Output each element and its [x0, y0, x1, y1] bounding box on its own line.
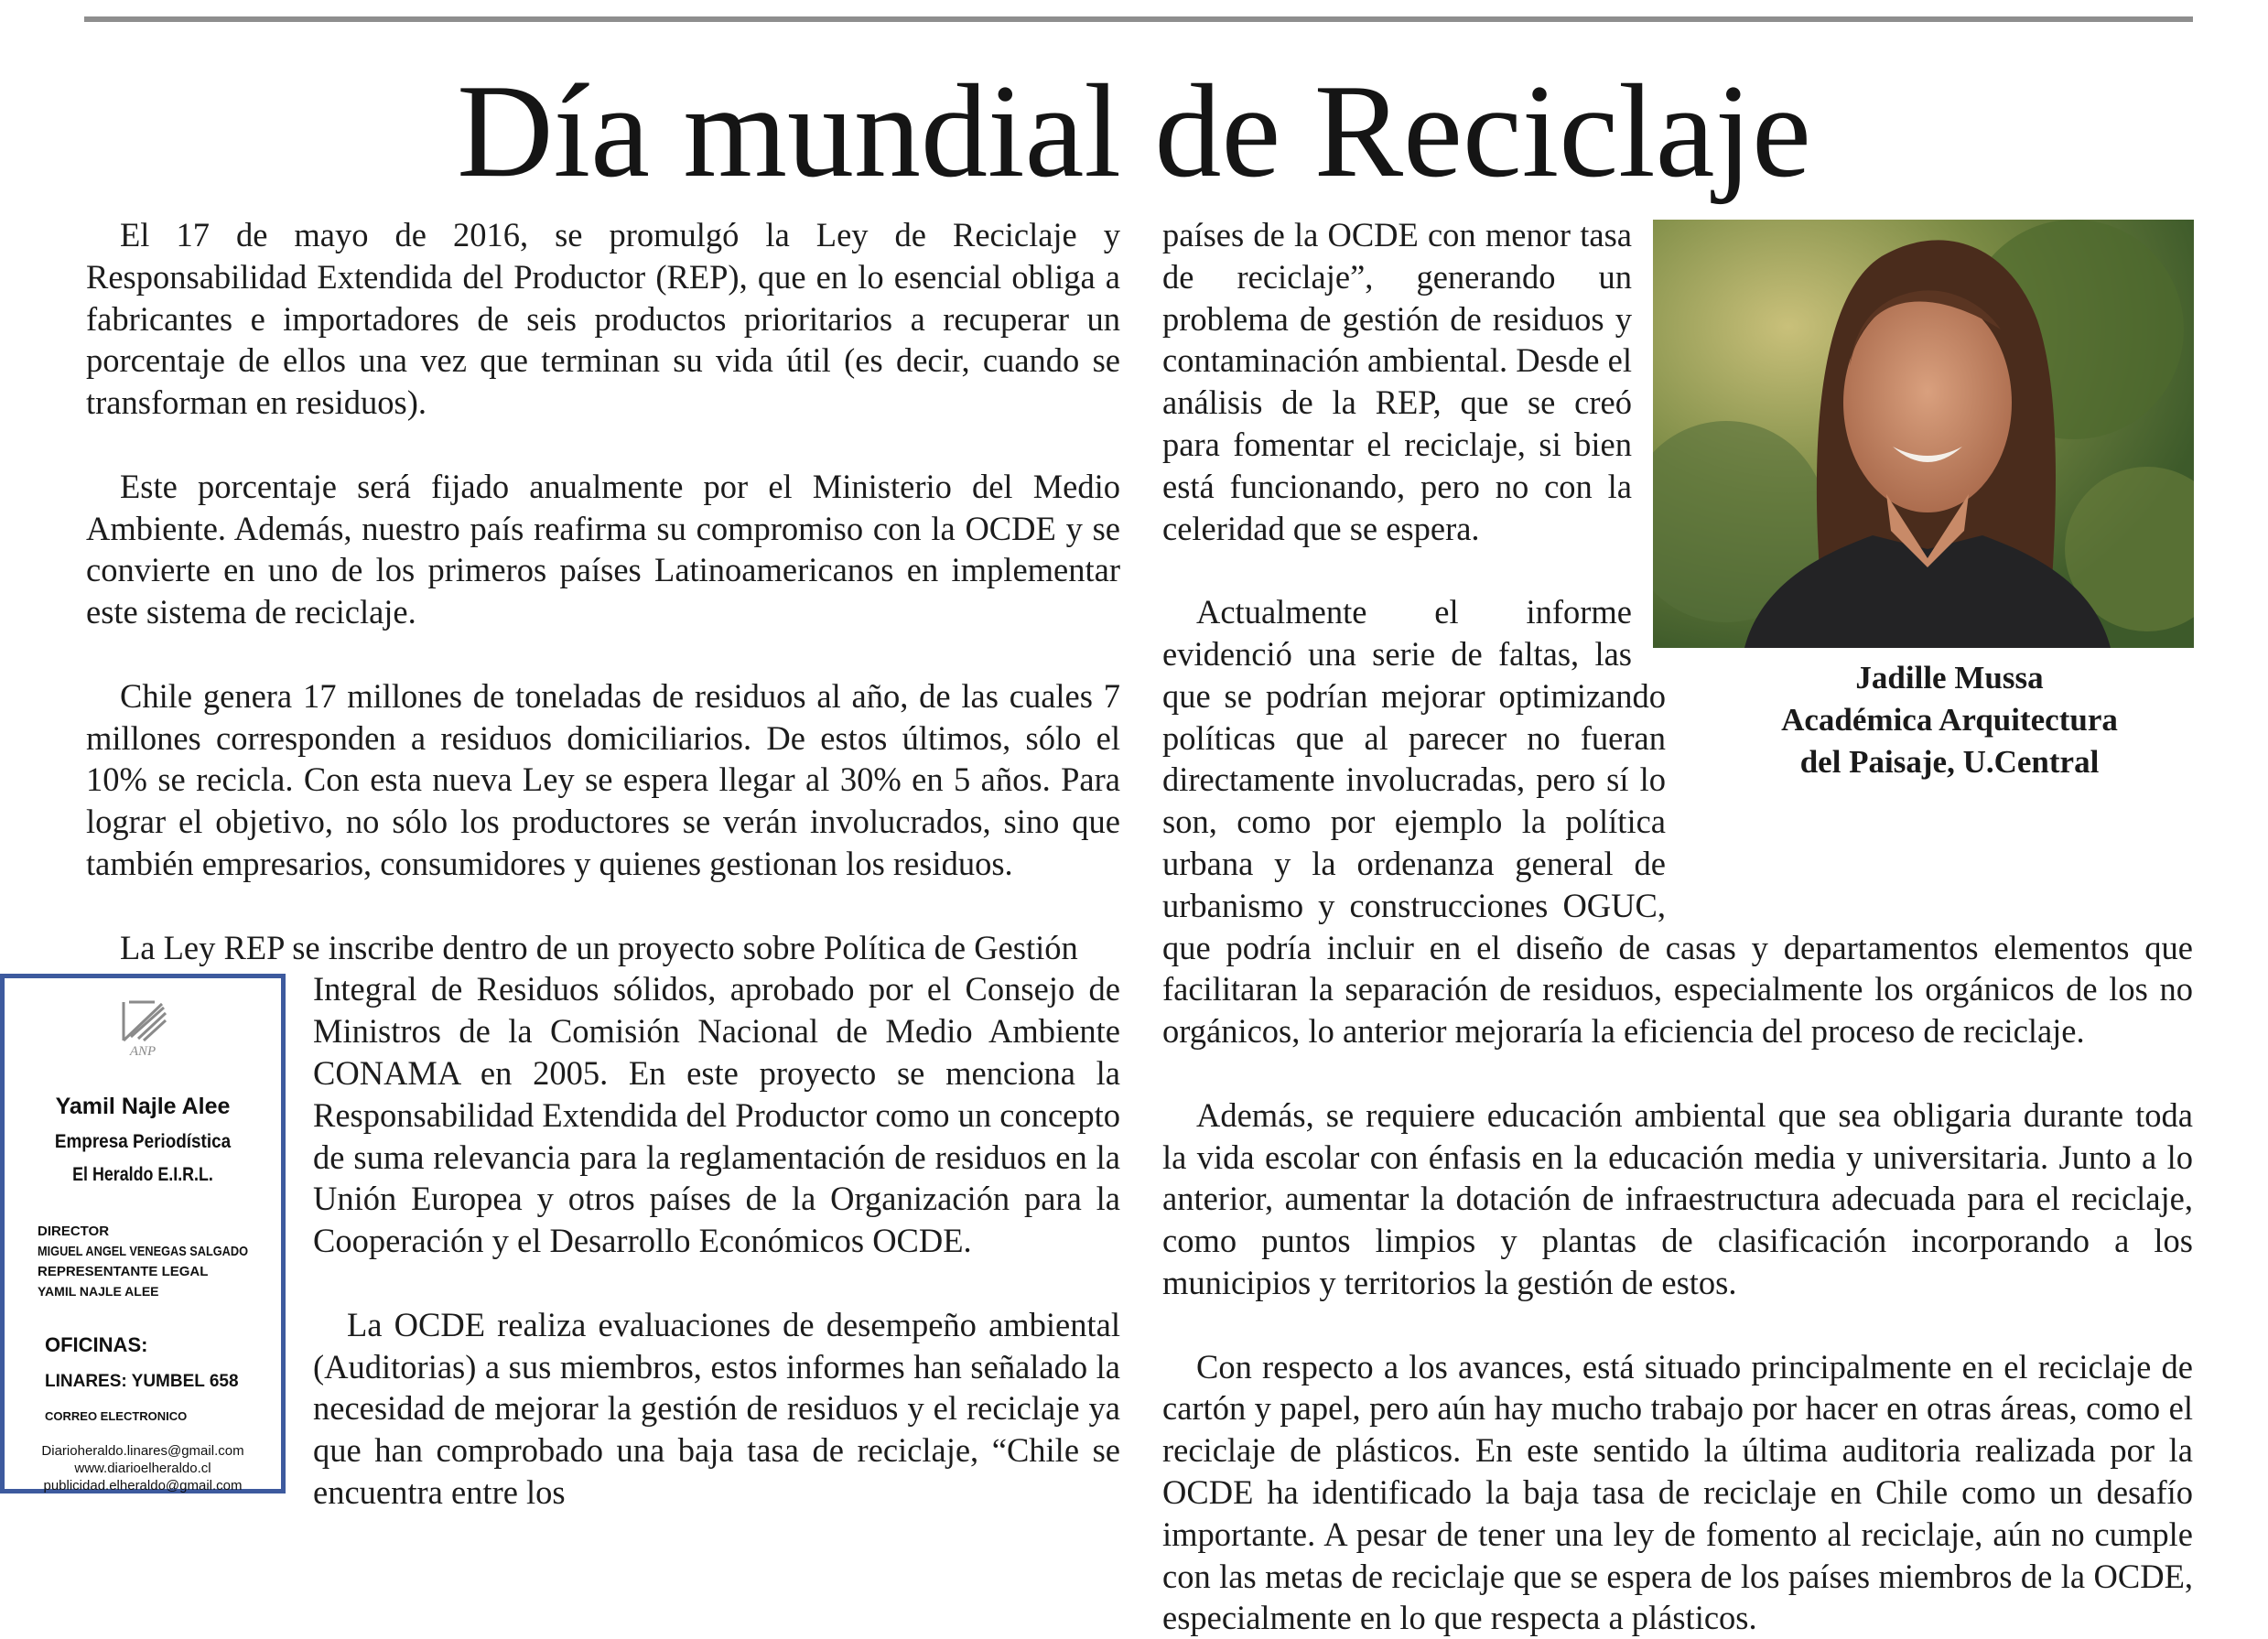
portrait-photo	[1653, 220, 2194, 648]
paragraph-ocde-continued: países de la OCDE con menor tasa de reciclaje”, generando un problema de gestión de residuos y contaminación ambiental. Desde el análisis de la REP, que se creó para fomentar el reciclaje, si bien está funcionando, pero no con la celeridad que se espera.	[1162, 216, 1632, 547]
portrait-image	[1653, 220, 2194, 648]
legal-rep-label: REPRESENTANTE LEGAL	[38, 1264, 209, 1280]
anp-logo-icon	[111, 995, 175, 1059]
caption-role: Académica Arquitectura	[1781, 702, 2118, 738]
director-label: DIRECTOR	[38, 1224, 110, 1240]
paragraph-ley-rep-intro: La Ley REP se inscribe dentro de un proyecto sobre Política de Gestión	[120, 928, 1078, 966]
company-name-line1: Empresa Periodística	[54, 1131, 232, 1153]
caption-org: del Paisaje, U.Central	[1799, 744, 2100, 780]
paragraph-chile-waste: Chile genera 17 millones de toneladas de residuos al año, de las cuales 7 millones corresponden a residuos domiciliarios. De estos últimos, sólo el 10% se recicla. Con esta nueva Ley se espera llegar al 30% en 5 años. Para lograr el objetivo, no sólo los productores se verán involucrados, sino que también empresarios, consumidores y quienes gestionan los residuos.	[86, 676, 1120, 882]
headline: Día mundial de Reciclaje	[457, 57, 1811, 205]
offices-label: OFICINAS:	[45, 1333, 148, 1357]
top-rule	[84, 16, 2193, 22]
email-label: CORREO ELECTRONICO	[45, 1409, 188, 1424]
masthead-box	[0, 974, 286, 1493]
caption-name: Jadille Mussa	[1855, 660, 2044, 695]
paragraph-progress: Con respecto a los avances, está situado principalmente en el reciclaje de cartón y papel, pero aún hay mucho trabajo por hacer en otras áreas, como el reciclaje de plásticos. En este sentido la última auditoria realizada por la OCDE ha identificado la baja tasa de reciclaje en Chile como un desafío importante. A pesar de tener una ley de fomento al reciclaje, aún no cumple con las metas de reciclaje que se espera de los países miembros de la OCDE, especialmente en lo que respecta a plásticos.	[1162, 1347, 2193, 1637]
email-2: publicidad.elheraldo@gmail.com	[43, 1478, 243, 1494]
owner-name: Yamil Najle Alee	[55, 1094, 231, 1120]
email-1: Diarioheraldo.linares@gmail.com	[41, 1443, 244, 1460]
paragraph-percentage: Este porcentaje será fijado anualmente por el Ministerio del Medio Ambiente. Además, nuestro país reafirma su compromiso con la OCDE y se convierte en uno de los primeros países Latinoamericanos en implementar este sistema de reciclaje.	[86, 467, 1120, 631]
paragraph-rep-law: El 17 de mayo de 2016, se promulgó la Ley de Reciclaje y Responsabilidad Extendida del Productor (REP), que en lo esencial obliga a fabricantes e importadores de seis productos prioritarios a recuperar un porcentaje de ellos una vez que terminan su vida útil (es decir, cuando se transforman en residuos).	[86, 216, 1120, 422]
paragraph-education: Además, se requiere educación ambiental que sea obligaria durante toda la vida escolar con énfasis en la educación media y universitaria. Junto a lo anterior, aumentar la dotación de infraestructura adecuada para el reciclaje, como puntos limpios y plantas de clasificación incorporando a los municipios y territorios la gestión de estos.	[1162, 1095, 2193, 1301]
company-name-line2: El Heraldo E.I.R.L.	[72, 1164, 213, 1186]
svg-text:ANP: ANP	[129, 1044, 157, 1060]
paragraph-ley-rep-text: Integral de Residuos sólidos, aprobado por el Consejo de Ministros de la Comisión Nacional de Medio Ambiente CONAMA en 2005. En este proyecto se menciona la Responsabilidad Extendida del Productor como un concepto de suma relevancia para la reglamentación de residuos en la Unión Europea y otros países de la Organización para la Cooperación y el Desarrollo Económicos OCDE.	[313, 970, 1120, 1260]
photo-caption	[1776, 657, 2123, 783]
paragraph-report: Actualmente el informe evidenció una serie de faltas, las que se podrían mejorar optimizando políticas que al parecer no fueran directamente involucradas, pero sí lo son, como por ejemplo la política urbana y la ordenanza general de urbanismo y construcciones OGUC, que podría incluir en el diseño de casas y departamentos elementos que facilitaran la separación de residuos, especialmente los orgánicos de los no orgánicos, lo anterior mejoraría la eficiencia del proceso de reciclaje.	[1162, 593, 2193, 1051]
director-name: MIGUEL ANGEL VENEGAS SALGADO	[38, 1244, 249, 1260]
paragraph-ocde-audit: La OCDE realiza evaluaciones de desempeño ambiental (Auditorias) a sus miembros, estos informes han señalado la necesidad de mejorar la gestión de residuos y el reciclaje ya que han comprobado una baja tasa de reciclaje, “Chile se encuentra entre los	[313, 1305, 1120, 1511]
website: www.diarioelheraldo.cl	[74, 1461, 211, 1477]
left-column	[38, 214, 1120, 1514]
office-address: LINARES: YUMBEL 658	[45, 1372, 239, 1392]
legal-rep-name: YAMIL NAJLE ALEE	[38, 1284, 159, 1299]
